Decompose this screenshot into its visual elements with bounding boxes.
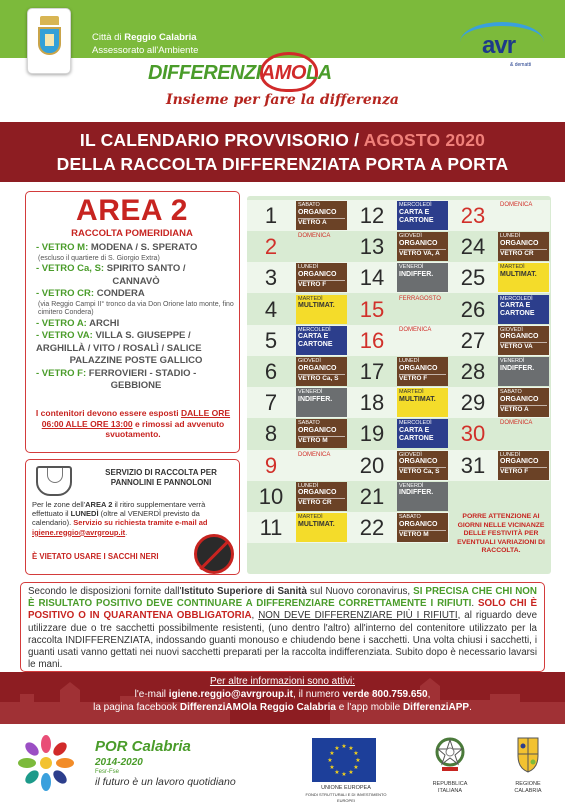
svg-text:★: ★ [353, 764, 359, 771]
collection-tag-org [397, 357, 448, 386]
glass-zone-label: VETRO Ca, S [298, 374, 345, 383]
weekday-label: VENERDÌ [500, 358, 525, 364]
svg-text:★: ★ [348, 769, 354, 776]
svg-text:★: ★ [329, 750, 335, 757]
calendar-day [348, 325, 449, 356]
day-number: 9 [264, 452, 278, 478]
avr-logo: avr & dematti [460, 22, 548, 72]
waste-type-label: INDIFFER. [399, 489, 434, 497]
weekday-label: SABATO [500, 389, 522, 396]
calabria-region-emblem-icon [510, 734, 546, 774]
eu-flag-icon [312, 738, 376, 782]
por-title: POR Calabria [95, 738, 191, 755]
glass-zone-label: VETRO F [399, 374, 446, 383]
day-number: 24 [460, 234, 486, 260]
collection-tag-org [296, 201, 347, 230]
calendar-day [348, 512, 449, 543]
day-number: 21 [359, 483, 385, 509]
day-number: 31 [460, 452, 486, 478]
weekday-label: MARTEDÌ [298, 295, 323, 302]
weekday-label: VENERDÌ [399, 264, 424, 271]
city-crest-logo [27, 8, 71, 74]
calendar-day [449, 294, 550, 325]
collection-tag-org [296, 357, 347, 386]
glass-zone-label: VETRO VA [500, 342, 547, 351]
day-number: 14 [359, 265, 385, 291]
weekday-label: MERCOLEDÌ [399, 420, 432, 427]
mobile-app-link[interactable]: DifferenziAPP [402, 702, 470, 713]
vetro-zone-m: - VETRO M: MODENA / S. SPERATO [36, 242, 198, 253]
diaper-icon [36, 466, 72, 496]
por-calabria-logo [15, 734, 77, 792]
glass-zone-label: VETRO VA, A [399, 249, 446, 258]
service-description: Per le zone dell'AREA 2 il ritiro supplementare verrà effettuato il LUNEDÌ (oltre al VENERDÌ previsto da calendario). Servizio su richiesta tramite e-mail ad igiene.reggio@avrgroup.it. [32, 500, 208, 537]
day-number: 20 [359, 452, 385, 478]
calendar-day [449, 387, 550, 418]
title-banner [0, 122, 565, 182]
collection-tag-mul [296, 513, 347, 542]
weekday-label: DOMENICA [500, 202, 533, 208]
title-line-1: IL CALENDARIO PROVVISORIO / AGOSTO 2020 [79, 130, 486, 150]
day-number: 12 [359, 203, 385, 228]
collection-tag-paper [498, 295, 549, 324]
waste-type-label: INDIFFER. [500, 364, 535, 372]
collection-tag-org [296, 263, 347, 292]
weekday-label: LUNEDÌ [500, 233, 521, 240]
svg-text:★: ★ [341, 743, 347, 750]
calendar-day [449, 325, 550, 356]
waste-type-label: ORGANICO [500, 333, 539, 341]
footer [0, 724, 565, 803]
day-number: 1 [264, 203, 278, 228]
svg-text:★: ★ [334, 745, 340, 752]
coronavirus-info-box: Secondo le disposizioni fornite dall'Istituto Superiore di Sanità sul Nuovo coronavirus, SI PRECISA CHE CHI NON È RISULTATO POSITIVO DEVE CONTINUARE A DIFFERENZIARE CORRETTAMENTE I RIFIUTI. SOLO CHI È POSITIVO O IN QUARANTENA OBBLIGATORIA, NON DEVE DIFFERENZIARE PIÙ I RIFIUTI, al riguardo deve utilizzare due o tre sacchetti possibilmente resistenti, (uno dentro l'altro) all'interno del contenitore utilizzato per la raccolta INDIFFERENZIATA, indossando guanti monouso e chiudendo bene i sacchetti. Una volta chiusi i sacchetti, i guanti usati vanno gettati nei nuovi sacchetti preparati per la raccolta indifferenziata. Subito dopo è necessario lavarsi le mani. [20, 582, 545, 672]
day-number: 28 [460, 359, 486, 384]
waste-type-label: MULTIMAT. [399, 395, 436, 403]
weekday-label: DOMENICA [500, 420, 533, 427]
calendar-day [348, 262, 449, 293]
weekday-label: GIOVEDÌ [399, 451, 422, 458]
collection-tag-holiday [397, 326, 448, 355]
collection-tag-paper [397, 201, 448, 230]
day-number: 2 [264, 234, 278, 260]
vetro-zone-cr: - VETRO CR: CONDERA [36, 288, 145, 299]
collection-tag-ind [296, 388, 347, 417]
glass-zone-label: VETRO Ca, S [399, 467, 446, 476]
collection-tag-org [397, 451, 448, 480]
waste-type-label: ORGANICO [500, 239, 539, 247]
waste-type-label: CARTA E CARTONE [500, 302, 535, 318]
day-number: 10 [258, 483, 284, 509]
weekday-label: MARTEDÌ [399, 389, 424, 396]
por-years: 2014-2020 [95, 757, 143, 768]
collection-tag-org [296, 419, 347, 448]
waste-type-label: ORGANICO [298, 489, 337, 497]
brand-logo: DIFFERENZIAMOLA [148, 62, 332, 84]
collection-tag-org [397, 513, 448, 542]
calendar-day [247, 262, 348, 293]
waste-type-label: ORGANICO [399, 364, 438, 372]
contact-band [0, 672, 565, 724]
collection-tag-paper [397, 419, 448, 448]
area-subtitle: RACCOLTA POMERIDIANA [71, 228, 193, 239]
svg-text:★: ★ [334, 769, 340, 776]
vetro-zone-a: - VETRO A: ARCHI [36, 317, 120, 329]
vetro-zone-f: - VETRO F: FERROVIERI - STADIO - [36, 367, 197, 379]
waste-type-label: ORGANICO [500, 458, 539, 466]
weekday-label: SABATO [298, 420, 320, 427]
calendar-day [247, 481, 348, 512]
collection-tag-org [397, 232, 448, 261]
collection-tag-ind [397, 482, 448, 511]
calendar-day [348, 450, 449, 481]
waste-type-label: ORGANICO [298, 364, 337, 372]
glass-zone-label: VETRO F [298, 280, 345, 289]
collection-tag-holiday [498, 201, 549, 230]
svg-text:★: ★ [355, 757, 361, 764]
weekday-label: MERCOLEDÌ [500, 295, 533, 302]
calendar-day [449, 418, 550, 449]
day-number: 17 [359, 359, 385, 384]
title-line-2: DELLA RACCOLTA DIFFERENZIATA PORTA A PORTA [56, 154, 509, 174]
exposure-warning: I contenitori devono essere esposti DALLE ORE 06:00 ALLE ORE 13:00 e rimossi ad avvenuto svuotamento. [35, 408, 231, 439]
weekday-label: LUNEDÌ [500, 451, 521, 458]
collection-tag-ind [397, 263, 448, 292]
no-black-bags-icon [194, 534, 234, 574]
weekday-label: MERCOLEDÌ [399, 202, 432, 208]
day-number: 11 [259, 515, 283, 540]
day-number: 29 [460, 390, 486, 416]
contact-text: Per altre informazioni sono attivi: l'e-mail igiene.reggio@avrgroup.it, il numero verde 800.759.650, la pagina facebook DifferenziAMOla Reggio Calabria e l'app mobile DifferenziAPP. [93, 676, 472, 713]
vetro-zone-ca-s: - VETRO Ca, S: SPIRITO SANTO / [36, 263, 186, 274]
calendar-day [348, 231, 449, 262]
waste-type-label: MULTIMAT. [500, 270, 537, 278]
vetro-zone-va: - VETRO VA: VILLA S. GIUSEPPE / ARGHILLÀ / VITO / ROSALÌ / SALICE [36, 330, 202, 354]
day-number: 3 [264, 265, 278, 291]
holiday-note: PORRE ATTENZIONE AI GIORNI NELLE VICINANZE DELLE FESTIVITÀ PER EVENTUALI VARIAZIONI DI RACCOLTA. [457, 513, 545, 554]
calendar-day [247, 200, 348, 231]
collection-tag-holiday [296, 451, 347, 480]
weekday-label: VENERDÌ [298, 389, 323, 396]
collection-tag-mul [498, 263, 549, 292]
glass-zone-label: VETRO CR [298, 498, 345, 507]
city-label: Città di Reggio Calabria Assessorato all'Ambiente [92, 32, 199, 56]
vetro-zone-note: (via Reggio Campi II° tronco da via Don Orione lato monte, fino cimitero Condera) [38, 300, 234, 316]
calendar-day [449, 200, 550, 231]
waste-type-label: ORGANICO [298, 208, 337, 216]
calendar-day [247, 231, 348, 262]
weekday-label: MARTEDÌ [500, 264, 525, 271]
italian-republic-emblem-icon [432, 734, 468, 774]
region-label: REGIONE CALABRIA [514, 781, 542, 794]
collection-tag-org [498, 388, 549, 417]
day-number: 13 [359, 234, 385, 260]
slogan: Insieme per fare la differenza [166, 92, 399, 108]
black-bag-prohibition: È VIETATO USARE I SACCHI NERI [32, 552, 159, 561]
calendar-grid [247, 196, 551, 574]
por-fesr: Fesr-Fse [95, 769, 119, 775]
calendar-day [247, 325, 348, 356]
weekday-label: DOMENICA [399, 326, 432, 333]
day-number: 26 [460, 296, 486, 322]
weekday-label: GIOVEDÌ [500, 326, 523, 333]
collection-tag-org [498, 451, 549, 480]
area-box [25, 191, 240, 453]
day-number: 5 [264, 327, 278, 353]
glass-zone-label: VETRO M [298, 436, 345, 445]
weekday-label: MERCOLEDÌ [298, 326, 331, 333]
facebook-page-link[interactable]: DifferenziAMOla Reggio Calabria [179, 702, 336, 713]
calendar-day [348, 200, 449, 231]
day-number: 27 [460, 327, 486, 353]
contact-email-link[interactable]: igiene.reggio@avrgroup.it [168, 689, 294, 700]
weekday-label: MARTEDÌ [298, 514, 323, 520]
waste-type-label: ORGANICO [399, 520, 438, 528]
waste-type-label: ORGANICO [399, 458, 438, 466]
waste-type-label: ORGANICO [399, 239, 438, 247]
calendar-day [449, 262, 550, 293]
glass-zone-label: VETRO A [298, 218, 345, 227]
calendar-day [449, 450, 550, 481]
svg-text:★: ★ [327, 757, 333, 764]
waste-type-label: CARTA E CARTONE [399, 208, 434, 224]
waste-type-label: CARTA E CARTONE [298, 333, 333, 349]
glass-zone-label: VETRO CR [500, 249, 547, 258]
svg-text:★: ★ [341, 771, 347, 778]
waste-type-label: ORGANICO [298, 270, 337, 278]
collection-tag-org [498, 326, 549, 355]
calendar-day [247, 356, 348, 387]
glass-zone-label: VETRO M [399, 530, 446, 539]
weekday-label: LUNEDÌ [298, 482, 319, 489]
calendar-day [449, 356, 550, 387]
collection-tag-mul [296, 295, 347, 324]
service-title: SERVIZIO DI RACCOLTA PER PANNOLINI E PANNOLONI [105, 468, 217, 487]
day-number: 4 [264, 296, 278, 322]
waste-type-label: MULTIMAT. [298, 302, 335, 310]
waste-type-label: INDIFFER. [399, 270, 434, 278]
day-number: 22 [359, 515, 385, 540]
collection-tag-paper [296, 326, 347, 355]
collection-tag-org [498, 232, 549, 261]
day-number: 18 [359, 390, 385, 416]
weekday-label: DOMENICA [298, 451, 331, 458]
weekday-label: SABATO [298, 202, 320, 208]
glass-zone-label: VETRO F [500, 467, 547, 476]
waste-type-label: ORGANICO [298, 426, 337, 434]
calendar-day [247, 418, 348, 449]
weekday-label: LUNEDÌ [399, 358, 420, 364]
day-number: 25 [460, 265, 486, 291]
day-number: 7 [264, 390, 278, 416]
day-number: 23 [460, 203, 486, 228]
waste-type-label: MULTIMAT. [298, 520, 335, 528]
collection-tag-org [296, 482, 347, 511]
vetro-zones-list: - VETRO M: MODENA / S. SPERATO (escluso il quartiere di S. Giorgio Extra) - VETRO Ca, S: SPIRITO SANTO / CANNAVÒ - VETRO CR: CONDERA (via Reggio Campi II° tronco da via Don Orione lato monte, fino cimitero Condera) - VETRO A: ARCHI - VETRO VA: VILLA S. GIUSEPPE / ARGHILLÀ / VITO / ROSALÌ / SALICE PALAZZINE POSTE GALLICO - VETRO F: FERROVIERI - STADIO - GEBBIONE [36, 242, 236, 393]
svg-text:★: ★ [353, 750, 359, 757]
waste-type-label: CARTA E CARTONE [399, 426, 434, 442]
calendar-day [449, 231, 550, 262]
toll-free-number[interactable]: verde 800.759.650 [342, 689, 428, 700]
calendar-day [348, 356, 449, 387]
calendar-day [348, 418, 449, 449]
calendar-day [247, 512, 348, 543]
weekday-label: LUNEDÌ [298, 264, 319, 271]
weekday-label: SABATO [399, 514, 421, 520]
collection-tag-mul [397, 388, 448, 417]
service-email-link[interactable]: igiene.reggio@avrgroup.it [32, 527, 126, 537]
diaper-service-box [25, 459, 240, 575]
eu-label: UNIONE EUROPEA FONDI STRUTTURALI E DI INVESTIMENTO EUROPEI [305, 785, 387, 803]
weekday-label: DOMENICA [298, 233, 331, 240]
republic-label: REPUBBLICA ITALIANA [432, 781, 468, 794]
day-number: 8 [264, 421, 278, 447]
waste-type-label: ORGANICO [500, 395, 539, 403]
svg-text:★: ★ [329, 764, 335, 771]
collection-tag-holiday [397, 295, 448, 324]
day-number: 16 [359, 327, 385, 353]
vetro-zone-note: (escluso il quartiere di S. Giorgio Extra) [38, 254, 160, 262]
calendar-day [348, 387, 449, 418]
collection-tag-holiday [498, 419, 549, 448]
area-title: AREA 2 [76, 194, 188, 227]
calendar-day [348, 294, 449, 325]
glass-zone-label: VETRO A [500, 405, 547, 414]
weekday-label: GIOVEDÌ [298, 358, 321, 364]
day-number: 30 [460, 421, 486, 447]
day-number: 6 [264, 359, 278, 384]
svg-text:★: ★ [348, 745, 354, 752]
weekday-label: FERRAGOSTO [399, 295, 441, 302]
header [0, 0, 565, 118]
weekday-label: GIOVEDÌ [399, 233, 422, 240]
day-number: 19 [359, 421, 385, 447]
calendar-day [247, 294, 348, 325]
calendar-day [247, 450, 348, 481]
waste-type-label: INDIFFER. [298, 395, 333, 403]
calendar-day [247, 387, 348, 418]
collection-tag-ind [498, 357, 549, 386]
collection-tag-holiday [296, 232, 347, 261]
calendar-day [348, 481, 449, 512]
day-number: 15 [359, 296, 385, 322]
por-tagline: il futuro è un lavoro quotidiano [95, 776, 236, 788]
weekday-label: VENERDÌ [399, 482, 424, 489]
